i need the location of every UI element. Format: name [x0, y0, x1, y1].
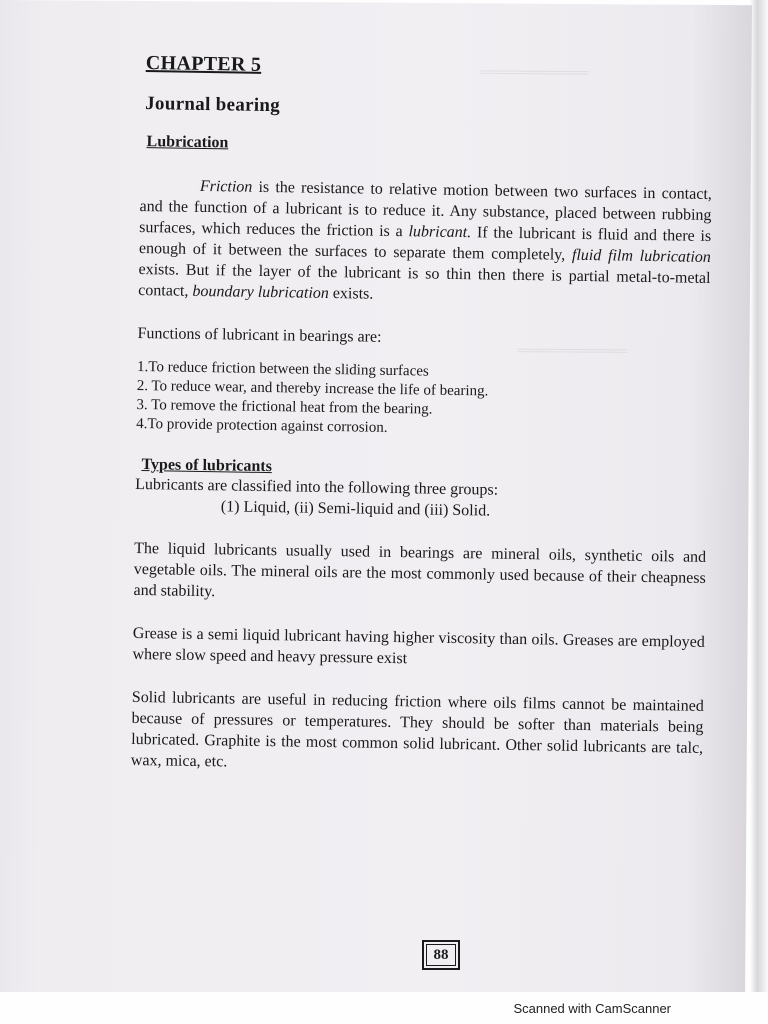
- page-edge-shadow: [750, 0, 768, 1024]
- bleed-through-text: ═══════════: [517, 343, 627, 360]
- functions-intro: Functions of lubricant in bearings are:: [137, 324, 382, 346]
- paragraph-text: exists.: [328, 284, 374, 303]
- solid-lubricants-paragraph: Solid lubricants are useful in reducing friction where oils films cannot be maintained because of pressures or temperatures. They should be softer than materials being lubricated. Graphite is the most common solid lubricant. Other solid lubricants are talc, wax, mica, etc.: [130, 688, 704, 771]
- liquid-lubricants-paragraph: The liquid lubricants usually used in bearings are mineral oils, synthetic oils and vegetable oils. The mineral oils are the most commonly used because of their cheapness and stability.: [133, 539, 707, 601]
- page-number: 88: [422, 940, 460, 970]
- page-content: [131, 52, 714, 780]
- bleed-through-text: ═══════════: [479, 65, 589, 82]
- functions-list: [136, 358, 709, 443]
- types-intro: Lubricants are classified into the following three groups:: [135, 475, 499, 499]
- section-heading-lubrication: Lubrication: [146, 133, 229, 152]
- term-friction: Friction: [199, 177, 253, 196]
- term-boundary: boundary lubrication: [192, 282, 330, 302]
- list-item: 2. To reduce wear, and thereby increase the life of bearing.: [136, 377, 489, 400]
- list-item: 1.To reduce friction between the sliding surfaces: [136, 358, 429, 380]
- list-item: 3. To remove the frictional heat from the bearing.: [136, 396, 433, 418]
- scanner-watermark: Scanned with CamScanner: [513, 1001, 671, 1016]
- grease-paragraph: Grease is a semi liquid lubricant having higher viscosity than oils. Greases are employed where slow speed and heavy pressure exist: [132, 624, 705, 668]
- paragraph-text: If the lubricant is fluid and there is enough of it between the surfaces to separate them completely,: [138, 224, 712, 264]
- types-groups: (1) Liquid, (ii) Semi-liquid and (iii) Solid.: [220, 498, 491, 520]
- paragraph-text: is the resistance to relative motion between two surfaces in contact, and the function of a lubricant is to reduce it. Any substance, placed between rubbing surfaces, which reduces the friction is a: [139, 178, 712, 241]
- paragraph-text: exists. But if the layer of the lubricant is so thin then there is partial metal-to-metal contact,: [138, 260, 711, 300]
- term-lubricant: lubricant.: [408, 223, 472, 242]
- chapter-title: Journal bearing: [145, 93, 281, 117]
- section-heading-types: Types of lubricants: [141, 456, 273, 476]
- list-item: 4.To provide protection against corrosion.: [136, 415, 388, 436]
- chapter-heading: CHAPTER 5: [145, 52, 262, 76]
- term-fluid-film: fluid film lubrication: [571, 246, 711, 266]
- friction-paragraph: [138, 175, 712, 310]
